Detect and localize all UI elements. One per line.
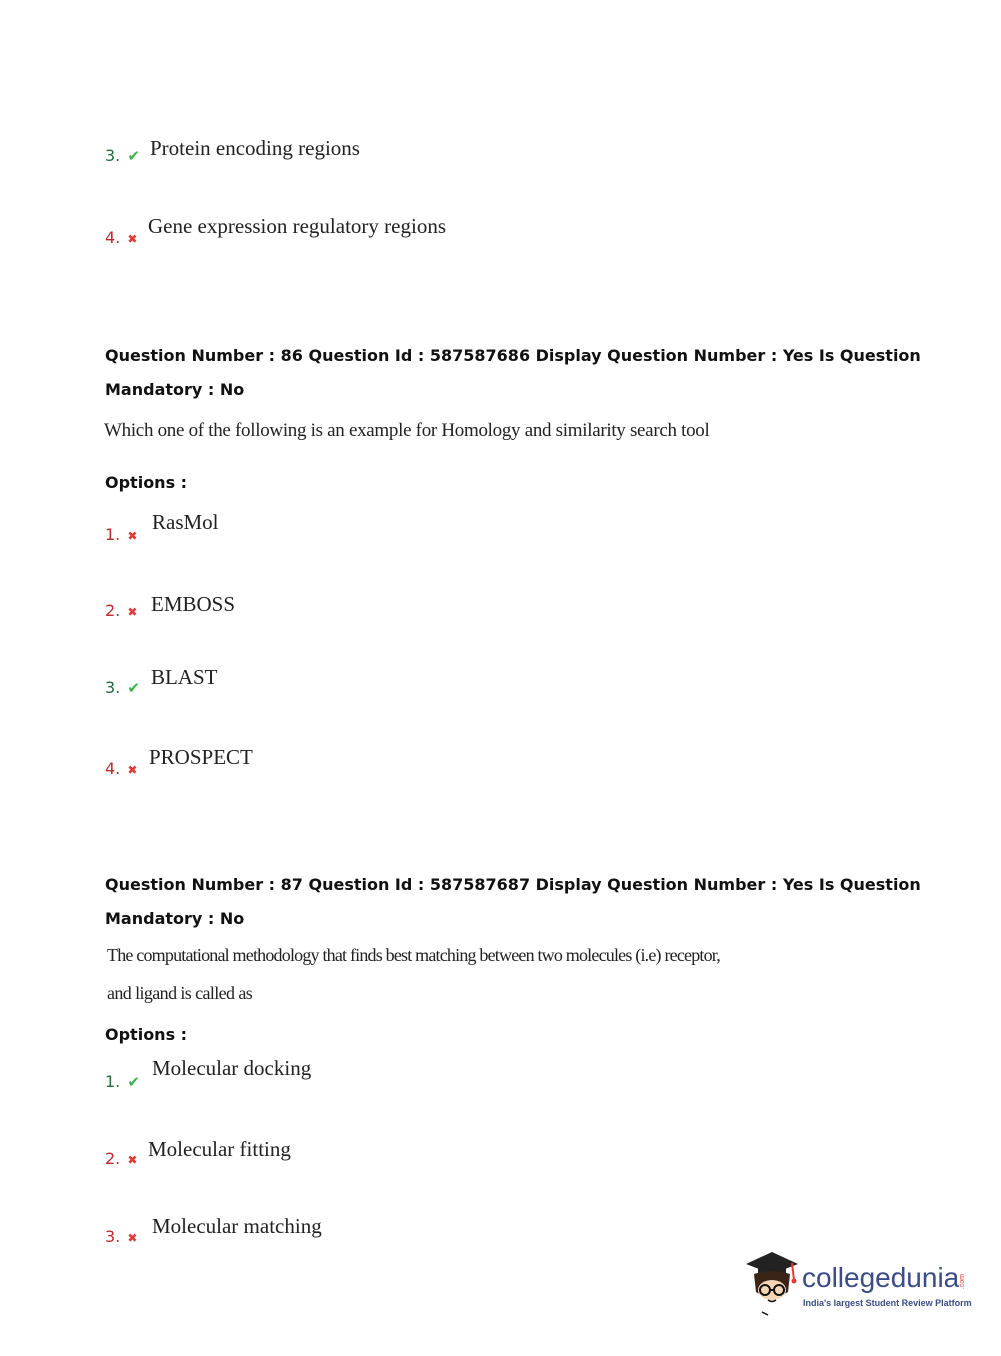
option-number: 4. xyxy=(105,228,121,247)
cross-icon: ✖ xyxy=(127,232,138,246)
brand-domain: .com xyxy=(959,1274,966,1290)
check-icon: ✔ xyxy=(127,679,140,697)
option-text: Molecular fitting xyxy=(148,1137,291,1161)
options-label: Options : xyxy=(105,1025,188,1044)
option-number: 2. xyxy=(105,1149,121,1168)
mascot-icon xyxy=(742,1248,802,1316)
option-number: 1. xyxy=(105,1072,121,1091)
cross-icon: ✖ xyxy=(127,1231,138,1245)
cross-icon: ✖ xyxy=(127,529,138,543)
brand-name: collegedunia xyxy=(802,1262,960,1293)
option-row xyxy=(105,678,140,697)
option-text: Molecular matching xyxy=(152,1214,322,1238)
option-number: 1. xyxy=(105,525,121,544)
cross-icon: ✖ xyxy=(127,763,138,777)
option-row xyxy=(105,525,137,544)
option-number: 2. xyxy=(105,601,121,620)
cross-icon: ✖ xyxy=(127,605,138,619)
option-number: 3. xyxy=(105,1227,121,1246)
brand-tagline: India's largest Student Review Platform xyxy=(803,1298,972,1308)
question-mandatory: Mandatory : No xyxy=(105,909,245,928)
option-number: 4. xyxy=(105,759,121,778)
option-text: Gene expression regulatory regions xyxy=(148,214,446,238)
option-row xyxy=(105,759,137,778)
question-header: Question Number : 86 Question Id : 587587686 Display Question Number : Yes Is Question xyxy=(105,346,921,365)
option-row xyxy=(105,1149,137,1168)
option-text: RasMol xyxy=(152,510,219,534)
option-row xyxy=(105,228,137,247)
check-icon: ✔ xyxy=(127,1073,140,1091)
option-text: Molecular docking xyxy=(152,1056,312,1080)
option-text: PROSPECT xyxy=(149,745,253,769)
option-row xyxy=(105,1072,140,1091)
question-mandatory: Mandatory : No xyxy=(105,380,245,399)
question-text-cont: and ligand is called as xyxy=(107,983,253,1003)
option-number: 3. xyxy=(105,146,121,165)
question-text: Which one of the following is an example for Homology and similarity search tool xyxy=(104,420,710,441)
option-text: EMBOSS xyxy=(151,592,236,616)
option-row xyxy=(105,1227,137,1246)
option-row xyxy=(105,601,137,620)
option-text: Protein encoding regions xyxy=(150,136,360,160)
question-header: Question Number : 87 Question Id : 587587687 Display Question Number : Yes Is Question xyxy=(105,875,921,894)
options-label: Options : xyxy=(105,473,188,492)
question-text: The computational methodology that finds best matching between two molecules (i.e) receptor, xyxy=(107,945,720,965)
option-text: BLAST xyxy=(151,665,218,689)
check-icon: ✔ xyxy=(127,147,140,165)
option-row xyxy=(105,146,140,165)
cross-icon: ✖ xyxy=(127,1153,138,1167)
option-number: 3. xyxy=(105,678,121,697)
